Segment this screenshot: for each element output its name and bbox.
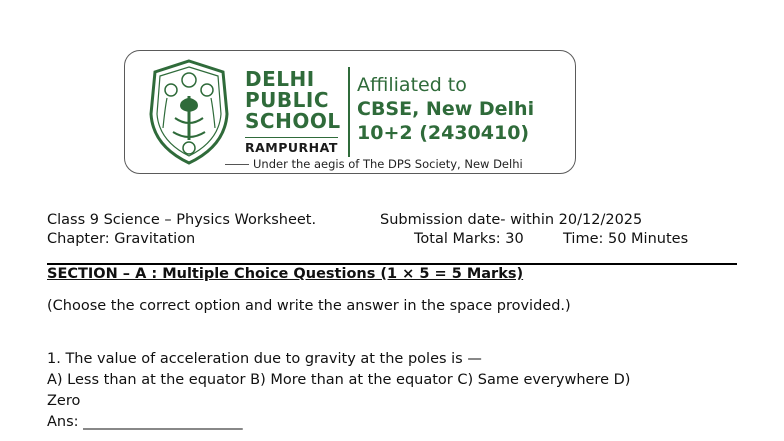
school-location: RAMPURHAT (245, 137, 338, 155)
section-a-heading: SECTION – A : Multiple Choice Questions (1 × 5 = 5 Marks) (47, 266, 524, 282)
affiliation-block (357, 73, 534, 145)
school-name-line1: DELHI (245, 67, 315, 91)
school-crest-icon (145, 58, 233, 166)
school-name-line2: PUBLIC (245, 88, 330, 112)
school-name (245, 69, 341, 132)
total-marks: Total Marks: 30 (414, 231, 524, 247)
time-allowed: Time: 50 Minutes (563, 231, 689, 247)
submission-date: Submission date- within 20/12/2025 (380, 212, 643, 228)
chapter-name: Chapter: Gravitation (47, 231, 196, 247)
worksheet-title: Class 9 Science – Physics Worksheet. (47, 212, 317, 228)
letterhead (124, 50, 576, 174)
affiliation-line1: Affiliated to (357, 74, 467, 96)
question-1-options: A) Less than at the equator B) More than at the equator C) Same everywhere D) (47, 372, 631, 388)
header-rule (47, 263, 737, 265)
letterhead-divider (348, 67, 350, 157)
aegis-text: Under the aegis of The DPS Society, New Delhi (249, 157, 527, 171)
question-1-answer-line[interactable]: Ans: ______________________ (47, 414, 243, 430)
section-a-instruction: (Choose the correct option and write the answer in the space provided.) (47, 298, 571, 314)
affiliation-line3: 10+2 (2430410) (357, 122, 530, 144)
affiliation-line2: CBSE, New Delhi (357, 98, 535, 120)
question-1-options-wrap: Zero (47, 393, 81, 409)
school-name-line3: SCHOOL (245, 109, 341, 133)
question-1-text: 1. The value of acceleration due to gravity at the poles is — (47, 351, 482, 367)
